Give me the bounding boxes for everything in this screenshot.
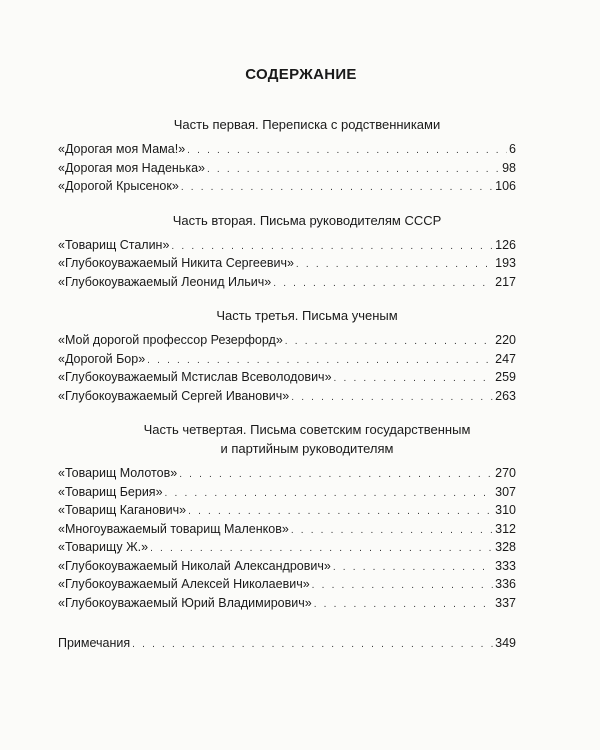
- dot-leader: [333, 559, 493, 578]
- part-title: [58, 211, 516, 230]
- toc-entry-page: 193: [495, 256, 516, 270]
- toc-entry-page: 263: [495, 388, 516, 403]
- toc-entry-label: «Мой дорогой профессор Резерфорд»: [58, 333, 283, 347]
- toc-entry-label: «Товарищ Сталин»: [58, 237, 170, 252]
- toc-entry[interactable]: [58, 140, 516, 159]
- dot-leader: [165, 485, 494, 504]
- toc-entry-page: 259: [495, 370, 516, 384]
- toc-entry-label: «Дорогой Крысенок»: [58, 179, 179, 193]
- toc-entry-page: 333: [495, 558, 516, 573]
- dot-leader: [314, 596, 493, 615]
- toc-entry-page: 217: [495, 274, 516, 289]
- dot-leader: [296, 256, 493, 275]
- page-title: СОДЕРЖАНИЕ: [245, 66, 357, 83]
- toc-entry-label: «Дорогая моя Наденька»: [58, 160, 205, 175]
- toc-entry-page: 126: [495, 237, 516, 252]
- toc-entry-label: «Товарищу Ж.»: [58, 540, 149, 554]
- dot-leader: [312, 577, 493, 596]
- toc-entry-label: «Глубокоуважаемый Сергей Иванович»: [58, 388, 290, 403]
- toc-entry-label: «Товарищ Молотов»: [58, 466, 178, 480]
- toc-entry-page: 307: [495, 484, 516, 499]
- toc-entry[interactable]: [58, 575, 516, 594]
- toc-entry-page: 336: [495, 577, 516, 591]
- toc-entry[interactable]: [58, 387, 516, 406]
- toc-entry[interactable]: [58, 520, 516, 539]
- part-title: [58, 420, 516, 458]
- toc-entry[interactable]: [58, 177, 516, 196]
- toc-entry[interactable]: [58, 464, 516, 483]
- toc-entry-page: 106: [495, 179, 516, 193]
- dot-leader: [291, 522, 493, 541]
- toc-entry-page: 328: [495, 540, 516, 554]
- toc-entry-label: «Глубокоуважаемый Леонид Ильич»: [58, 274, 272, 289]
- part-title: [58, 115, 516, 134]
- toc-entry-page: 337: [495, 595, 516, 610]
- toc-entry-label: «Глубокоуважаемый Юрий Владимирович»: [58, 595, 312, 610]
- toc-entry-label: «Дорогая моя Мама!»: [58, 142, 186, 156]
- toc-entry-label: «Многоуважаемый товарищ Маленков»: [58, 521, 289, 536]
- toc-entry-label: «Глубокоуважаемый Никита Сергеевич»: [58, 256, 294, 270]
- toc-entry-page: 312: [495, 521, 516, 536]
- toc-entry-label: «Товарищ Берия»: [58, 484, 163, 499]
- toc-entry-label: «Глубокоуважаемый Мстислав Всеволодович»: [58, 370, 332, 384]
- toc-entry-page: 310: [495, 503, 516, 517]
- part-title-line: Часть третья. Письма ученым: [216, 308, 398, 323]
- part-title-line: Часть первая. Переписка с родственниками: [173, 117, 441, 132]
- toc-entry-page: 349: [495, 636, 516, 650]
- toc-entry-notes[interactable]: [58, 634, 516, 653]
- toc-entry-page: 220: [495, 333, 516, 347]
- dot-leader: [334, 370, 494, 389]
- part-title-line: и партийным руководителям: [220, 441, 394, 456]
- toc-entry[interactable]: [58, 501, 516, 520]
- dot-leader: [207, 161, 500, 180]
- part-title: [58, 306, 516, 325]
- dot-leader: [285, 333, 493, 352]
- toc-entry[interactable]: [58, 273, 516, 292]
- part-title-line: Часть вторая. Письма руководителям СССР: [172, 212, 442, 228]
- dot-leader: [179, 466, 493, 485]
- toc-entry[interactable]: [58, 236, 516, 255]
- toc-entry-page: 6: [509, 142, 516, 156]
- toc-entry[interactable]: [58, 368, 516, 387]
- toc-entry-label: «Глубокоуважаемый Николай Александрович»: [58, 558, 331, 573]
- toc-entry[interactable]: [58, 557, 516, 576]
- toc-entry-page: 270: [495, 466, 516, 480]
- dot-leader: [187, 142, 507, 161]
- toc-entry-label: «Товарищ Каганович»: [58, 503, 187, 517]
- dot-leader: [291, 389, 493, 408]
- toc-entry[interactable]: [58, 594, 516, 613]
- part-title-line: Часть четвертая. Письма советским государственным: [143, 422, 471, 437]
- toc-entry-label: «Глубокоуважаемый Алексей Николаевич»: [58, 577, 310, 591]
- dot-leader: [132, 636, 493, 655]
- part-3: [58, 306, 516, 405]
- toc-entry[interactable]: [58, 254, 516, 273]
- toc-entry[interactable]: [58, 350, 516, 369]
- part-1: [58, 115, 516, 196]
- part-2: [58, 211, 516, 292]
- dot-leader: [273, 275, 493, 294]
- toc-entry-page: 247: [495, 351, 516, 366]
- toc-entry-label: Примечания: [58, 636, 131, 650]
- part-4: [58, 420, 516, 612]
- toc-entry-page: 98: [502, 160, 516, 175]
- toc-entry[interactable]: [58, 159, 516, 178]
- toc-entry[interactable]: [58, 331, 516, 350]
- dot-leader: [181, 179, 493, 198]
- toc-entry[interactable]: [58, 483, 516, 502]
- toc-entry[interactable]: [58, 538, 516, 557]
- toc-entry-label: «Дорогой Бор»: [58, 351, 146, 366]
